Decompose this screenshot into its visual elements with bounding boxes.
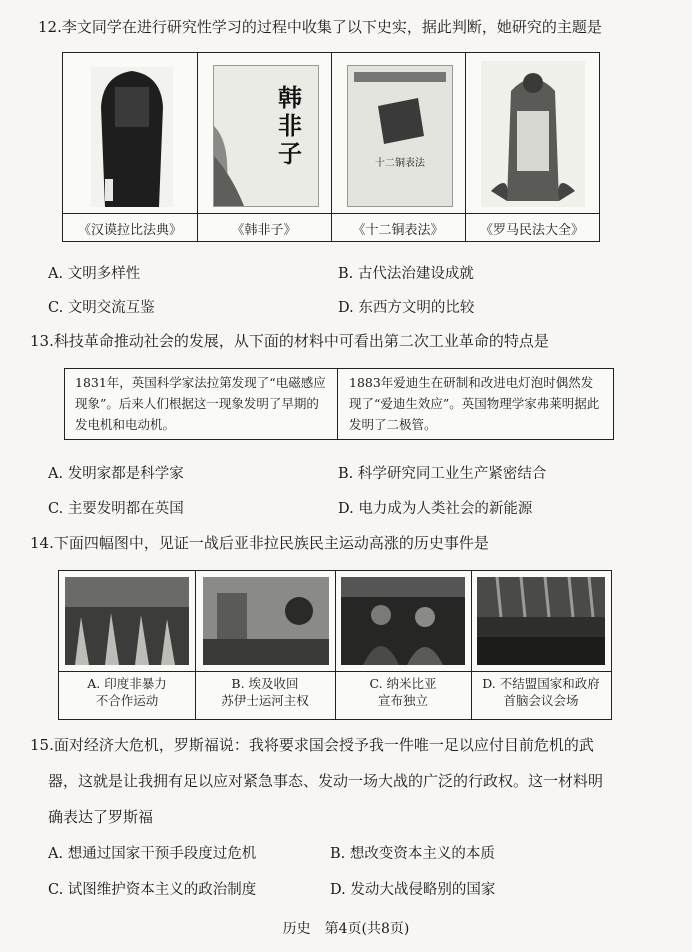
q12-stem: 12.李文同学在进行研究性学习的过程中收集了以下史实，据此判断，她研究的主题是: [38, 18, 602, 36]
egypt-suez-photo: [203, 577, 329, 665]
q13-stem: 13.科技革命推动社会的发展，从下面的材料中可看出第二次工业革命的特点是: [30, 332, 549, 350]
twelve-tables-cover-title: 十二铜表法: [375, 158, 425, 169]
hanfeizi-book-image: [213, 65, 319, 207]
q15-option-b[interactable]: B. 想改变资本主义的本质: [330, 846, 495, 862]
india-noncooperation-photo: [65, 577, 189, 665]
q13-material-right: 1883年爱迪生在研制和改进电灯泡时偶然发现了“爱迪生效应”。英国物理学家弗莱明据此发明了二极管。: [349, 375, 600, 432]
q14-caption-d: D. 不结盟国家和政府 首脑会议会场: [482, 676, 600, 708]
q12-option-c[interactable]: C. 文明交流互鉴: [48, 300, 155, 316]
q12-option-d[interactable]: D. 东西方文明的比较: [338, 300, 475, 316]
corpus-juris-engraving-image: [481, 61, 585, 207]
q14-caption-c: C. 纳米比亚 宣布独立: [369, 676, 437, 708]
namibia-independence-photo: [341, 577, 465, 665]
q12-caption-c: 《十二铜表法》: [352, 223, 444, 238]
q13-option-c[interactable]: C. 主要发明都在英国: [48, 501, 184, 517]
q15-option-a[interactable]: A. 想通过国家干预手段度过危机: [48, 846, 257, 862]
q15-stem-line3: 确表达了罗斯福: [48, 808, 154, 826]
q14-stem: 14.下面四幅图中，见证一战后亚非拉民族民主运动高涨的历史事件是: [30, 534, 489, 552]
nonaligned-summit-photo: [477, 577, 605, 665]
q13-material-left: 1831年，英国科学家法拉第发现了“电磁感应现象”。后来人们根据这一现象发明了早期的发电机和电动机。: [75, 375, 326, 432]
q15-stem-line1: 15.面对经济大危机，罗斯福说：我将要求国会授予我一件唯一足以应付目前危机的武: [30, 736, 594, 754]
q12-caption-d: 《罗马民法大全》: [479, 223, 584, 238]
q14-caption-b: B. 埃及收回 苏伊士运河主权: [221, 676, 309, 708]
q13-option-a[interactable]: A. 发明家都是科学家: [48, 466, 184, 482]
q12-caption-b: 《韩非子》: [231, 223, 297, 238]
q15-option-c[interactable]: C. 试图维护资本主义的政治制度: [48, 882, 257, 898]
q14-caption-a: A. 印度非暴力 不合作运动: [87, 676, 167, 708]
q13-material-box: [64, 368, 614, 440]
twelve-tables-book-image: [347, 65, 453, 207]
hammurabi-stele-image: [91, 67, 173, 207]
q12-option-a[interactable]: A. 文明多样性: [48, 266, 141, 282]
q12-image-table: [62, 52, 600, 242]
q14-image-table: [58, 570, 612, 720]
q13-option-d[interactable]: D. 电力成为人类社会的新能源: [338, 501, 533, 517]
q13-option-b[interactable]: B. 科学研究同工业生产紧密结合: [338, 466, 547, 482]
q15-option-d[interactable]: D. 发动大战侵略别的国家: [330, 882, 496, 898]
page-footer: 历史 第4页(共8页): [282, 921, 410, 937]
hanfeizi-cover-title: 韩非子: [278, 83, 302, 168]
q12-option-b[interactable]: B. 古代法治建设成就: [338, 266, 474, 282]
q15-stem-line2: 器，这就是让我拥有足以应对紧急事态、发动一场大战的广泛的行政权。这一材料明: [48, 772, 604, 790]
q12-caption-a: 《汉谟拉比法典》: [77, 223, 182, 238]
